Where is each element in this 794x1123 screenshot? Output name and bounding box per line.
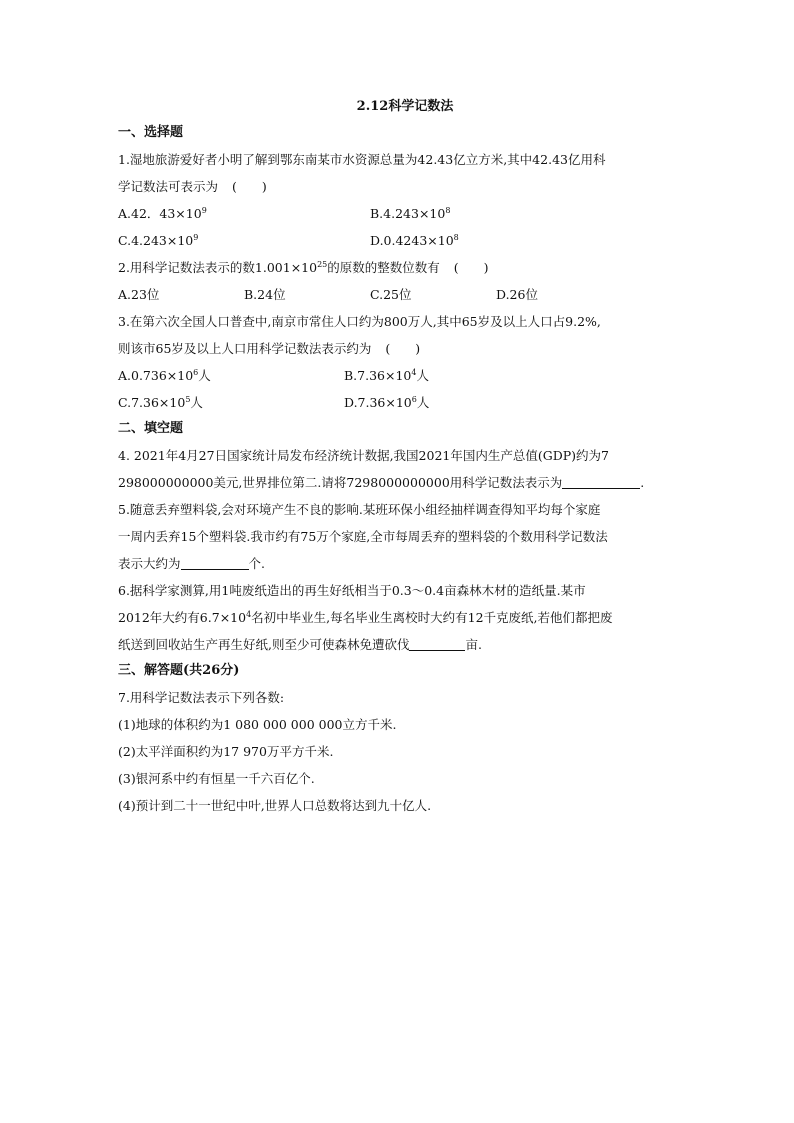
q3-options-row1 [118, 362, 678, 389]
question-7 [118, 684, 678, 819]
q6-line2 [118, 604, 678, 631]
q3-options-row2 [118, 389, 678, 416]
q1-stem-line1: 1.湿地旅游爱好者小明了解到鄂东南某市水资源总量为42.43亿立方米,其中42.43亿用科 [118, 152, 606, 167]
option-c [118, 227, 370, 254]
option-d [370, 227, 459, 254]
q2-exponent: 25 [317, 260, 328, 269]
q1-options-row1 [118, 200, 678, 227]
q2-options [118, 281, 678, 308]
q5-line1: 5.随意丢弃塑料袋,会对环境产生不良的影响.某班环保小组经抽样调查得知平均每个家庭 [118, 502, 601, 517]
option-b-text: B.7.36×10 [344, 368, 412, 383]
question-1 [118, 146, 678, 254]
option-a [118, 362, 344, 389]
answer-paren: ( ) [232, 179, 267, 194]
q6-text-line3: 纸送到回收站生产再生好纸,则至少可使森林免遭砍伐 [118, 637, 410, 652]
option-b-exponent: 8 [445, 206, 451, 215]
section-heading-fill-blank: 二、填空题 [118, 421, 184, 436]
q5-text: 表示大约为 [118, 556, 181, 571]
option-a-exponent: 6 [193, 368, 199, 377]
option-c: C.25位 [370, 287, 412, 302]
option-a-exponent: 9 [201, 206, 207, 215]
option-d-text: D.0.4243×10 [370, 233, 454, 248]
q7-part-1: (1)地球的体积约为1 080 000 000 000立方千米. [118, 717, 397, 732]
q1-options-row2 [118, 227, 678, 254]
q5-line3 [118, 550, 678, 577]
question-2 [118, 254, 678, 308]
q3-stem-line1: 3.在第六次全国人口普查中,南京市常住人口约为800万人,其中65岁及以上人口占9.2%, [118, 314, 601, 329]
q4-text: 298000000000美元,世界排位第二.请将7298000000000用科学记数法表示为 [118, 475, 563, 490]
option-d [344, 389, 429, 416]
option-b-unit: 人 [416, 368, 429, 383]
option-c-exponent: 5 [185, 395, 191, 404]
q7-part-3: (3)银河系中约有恒星一千六百亿个. [118, 771, 315, 786]
q2-stem-text: 2.用科学记数法表示的数1.001×10 [118, 260, 318, 275]
option-a-text: A.42．43×10 [118, 206, 202, 221]
option-d-exponent: 8 [453, 233, 459, 242]
option-d: D.26位 [496, 287, 538, 302]
q6-text-end: 名初中毕业生,每名毕业生离校时大约有12千克废纸,若他们都把废 [251, 610, 613, 625]
section-heading-solve: 三、解答题(共26分) [118, 663, 240, 678]
q6-line1: 6.据科学家测算,用1吨废纸造出的再生好纸相当于0.3～0.4亩森林木材的造纸量.某市 [118, 583, 586, 598]
question-4 [118, 442, 678, 496]
q1-stem-text: 学记数法可表示为 [118, 179, 219, 194]
question-3 [118, 308, 678, 416]
q2-stem-text-end: 的原数的整数位数有 [327, 260, 440, 275]
option-b-exponent: 4 [411, 368, 417, 377]
option-b [344, 362, 429, 389]
q7-intro: 7.用科学记数法表示下列各数: [118, 690, 285, 705]
option-b: B.24位 [244, 287, 286, 302]
option-b [370, 200, 450, 227]
option-d-unit: 人 [416, 395, 430, 410]
page-title: 2.12科学记数法 [356, 99, 454, 114]
q2-stem-line1 [118, 254, 678, 281]
option-d-text: D.7.36×10 [344, 395, 412, 410]
q3-stem-text: 则该市65岁及以上人口用科学记数法表示约为 [118, 341, 372, 356]
option-c-unit: 人 [190, 395, 203, 410]
option-d-exponent: 6 [411, 395, 417, 404]
answer-paren: ( ) [385, 341, 421, 356]
option-a [118, 200, 370, 227]
option-c-exponent: 9 [193, 233, 199, 242]
answer-blank[interactable] [409, 636, 465, 651]
answer-blank[interactable] [562, 474, 640, 489]
option-a: A.23位 [118, 287, 160, 302]
q6-line3 [118, 631, 678, 658]
answer-blank[interactable] [181, 555, 249, 570]
q5-line2: 一周内丢弃15个塑料袋.我市约有75万个家庭,全市每周丢弃的塑料袋的个数用科学记数法 [118, 529, 608, 544]
question-5 [118, 496, 678, 577]
q3-stem-line2 [118, 335, 678, 362]
option-c-text: C.4.243×10 [118, 233, 194, 248]
option-c-text: C.7.36×10 [118, 395, 186, 410]
q7-part-4: (4)预计到二十一世纪中叶,世界人口总数将达到九十亿人. [118, 798, 432, 813]
option-a-unit: 人 [198, 368, 211, 383]
q6-text: 2012年大约有6.7×10 [118, 610, 247, 625]
q4-line2 [118, 469, 678, 496]
option-b-text: B.4.243×10 [370, 206, 446, 221]
answer-paren: ( ) [453, 260, 489, 275]
q1-stem-line2 [118, 173, 678, 200]
question-6 [118, 577, 678, 658]
q5-text-end: 个. [248, 556, 265, 571]
q6-exponent: 4 [246, 610, 252, 619]
worksheet [118, 94, 678, 819]
q6-text-line3-end: 亩. [465, 637, 482, 652]
option-c [118, 389, 344, 416]
option-a-text: A.0.736×10 [118, 368, 194, 383]
section-heading-choice: 一、选择题 [118, 125, 184, 140]
q7-part-2: (2)太平洋面积约为17 970万平方千米. [118, 744, 334, 759]
q4-line1: 4. 2021年4月27日国家统计局发布经济统计数据,我国2021年国内生产总值(GDP)约为7 [118, 448, 609, 463]
q4-text-end: . [640, 475, 645, 490]
